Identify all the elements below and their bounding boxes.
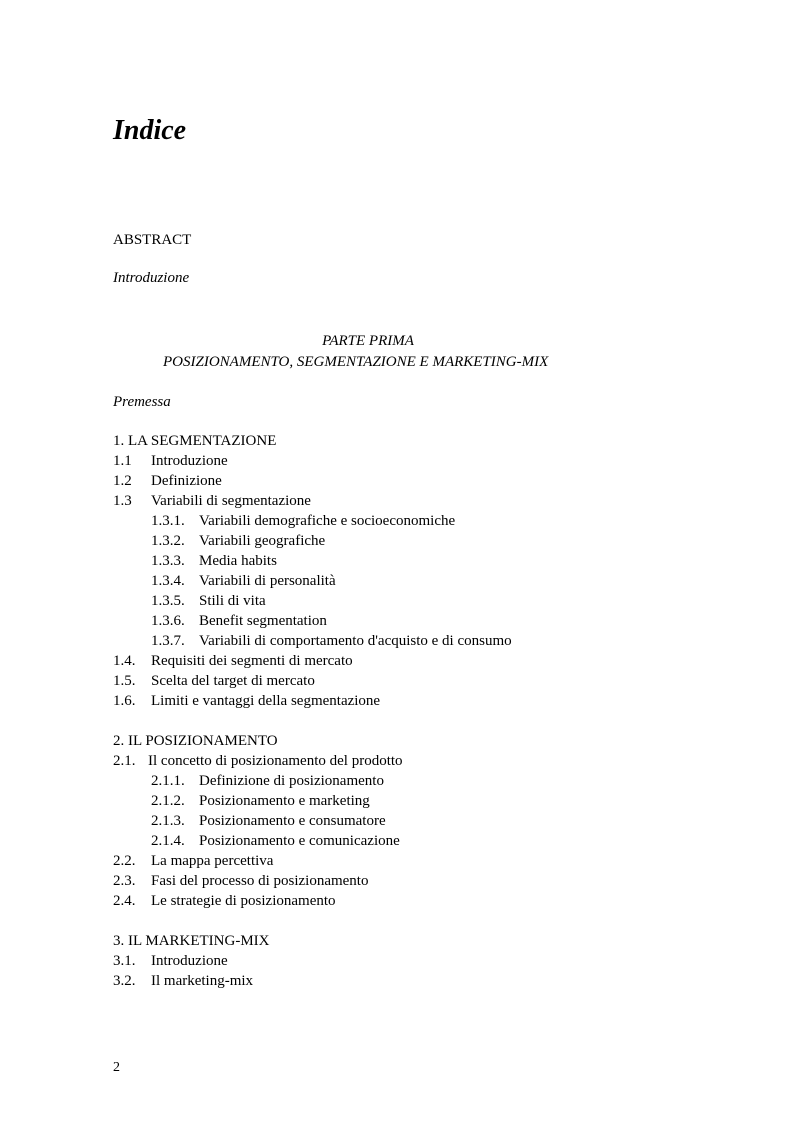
toc-entry (113, 891, 336, 911)
toc-entry (113, 751, 403, 771)
toc-entry (113, 971, 253, 991)
toc-subentry (151, 551, 277, 571)
toc-entry-title: Introduzione (151, 953, 228, 969)
toc-subentry (151, 611, 327, 631)
toc-entry-number: 2.3. (113, 873, 136, 889)
toc-entry-number: 2.4. (113, 893, 136, 909)
toc-entry-title: Il concetto di posizionamento del prodotto (148, 753, 403, 769)
part-label: PARTE PRIMA (322, 333, 414, 349)
toc-entry-number: 1.3.6. (151, 613, 185, 629)
toc-entry-number: 2.1.2. (151, 793, 185, 809)
toc-entry (113, 851, 273, 871)
toc-entry (113, 471, 222, 491)
abstract-entry: ABSTRACT (113, 232, 192, 248)
toc-entry-number: 2.2. (113, 853, 136, 869)
toc-entry-title: Media habits (199, 553, 277, 569)
toc-entry-title: Variabili di comportamento d'acquisto e di consumo (199, 633, 512, 649)
toc-entry (113, 951, 228, 971)
toc-entry-title: Stili di vita (199, 593, 266, 609)
toc-entry-number: 1.3 (113, 493, 132, 509)
toc-subentry (151, 791, 370, 811)
toc-entry-number: 2.1.4. (151, 833, 185, 849)
toc-entry-title: Requisiti dei segmenti di mercato (151, 653, 353, 669)
toc-entry (113, 451, 228, 471)
toc-entry-number: 2.1.3. (151, 813, 185, 829)
toc-entry-number: 1.2 (113, 473, 132, 489)
toc-subentry (151, 811, 386, 831)
toc-subentry (151, 591, 266, 611)
toc-entry-title: Variabili di segmentazione (151, 493, 311, 509)
toc-entry-title: Le strategie di posizionamento (151, 893, 336, 909)
toc-entry-title: Limiti e vantaggi della segmentazione (151, 693, 381, 709)
toc-entry-number: 1.3.2. (151, 533, 185, 549)
toc-entry (113, 671, 315, 691)
page-number: 2 (113, 1060, 120, 1075)
toc-entry-title: Posizionamento e consumatore (199, 813, 386, 829)
toc-subentry (151, 511, 455, 531)
toc-entry-title: Definizione (151, 473, 222, 489)
toc-entry-number: 3.2. (113, 973, 136, 989)
toc-entry (113, 491, 311, 511)
toc-entry (113, 691, 380, 711)
toc-entry-title: Posizionamento e marketing (199, 793, 370, 809)
toc-entry-number: 1.3.4. (151, 573, 185, 589)
toc-entry-number: 1.3.1. (151, 513, 185, 529)
toc-entry-number: 1.5. (113, 673, 136, 689)
toc-entry (113, 871, 368, 891)
toc-entry-number: 2.1. (113, 753, 136, 769)
toc-entry-title: Introduzione (151, 453, 228, 469)
toc-entry-title: La mappa percettiva (151, 853, 274, 869)
toc-subentry (151, 831, 400, 851)
toc-subentry (151, 571, 336, 591)
chapter-1-heading: 1. LA SEGMENTAZIONE (113, 433, 277, 449)
premessa-entry: Premessa (113, 394, 171, 410)
toc-entry-title: Scelta del target di mercato (151, 673, 315, 689)
toc-entry-title: Benefit segmentation (199, 613, 327, 629)
toc-entry-title: Variabili geografiche (199, 533, 326, 549)
toc-subentry (151, 771, 384, 791)
part-subtitle: POSIZIONAMENTO, SEGMENTAZIONE E MARKETING-MIX (163, 354, 549, 370)
introduzione-entry: Introduzione (113, 270, 190, 286)
toc-entry-number: 1.6. (113, 693, 136, 709)
toc-entry-number: 1.3.5. (151, 593, 185, 609)
toc-entry-number: 1.4. (113, 653, 136, 669)
page-title: Indice (113, 115, 187, 146)
toc-entry-number: 2.1.1. (151, 773, 185, 789)
chapter-2-heading: 2. IL POSIZIONAMENTO (113, 733, 278, 749)
toc-subentry (151, 531, 325, 551)
toc-entry-title: Fasi del processo di posizionamento (151, 873, 369, 889)
toc-entry-title: Definizione di posizionamento (199, 773, 384, 789)
toc-entry-number: 3.1. (113, 953, 136, 969)
toc-subentry (151, 631, 512, 651)
chapter-3-heading: 3. IL MARKETING-MIX (113, 933, 270, 949)
toc-entry-number: 1.3.7. (151, 633, 185, 649)
toc-entry-title: Posizionamento e comunicazione (199, 833, 400, 849)
toc-entry-number: 1.1 (113, 453, 132, 469)
toc-entry-title: Variabili demografiche e socioeconomiche (199, 513, 456, 529)
toc-entry (113, 651, 353, 671)
toc-entry-number: 1.3.3. (151, 553, 185, 569)
toc-entry-title: Il marketing-mix (151, 973, 254, 989)
toc-entry-title: Variabili di personalità (199, 573, 336, 589)
